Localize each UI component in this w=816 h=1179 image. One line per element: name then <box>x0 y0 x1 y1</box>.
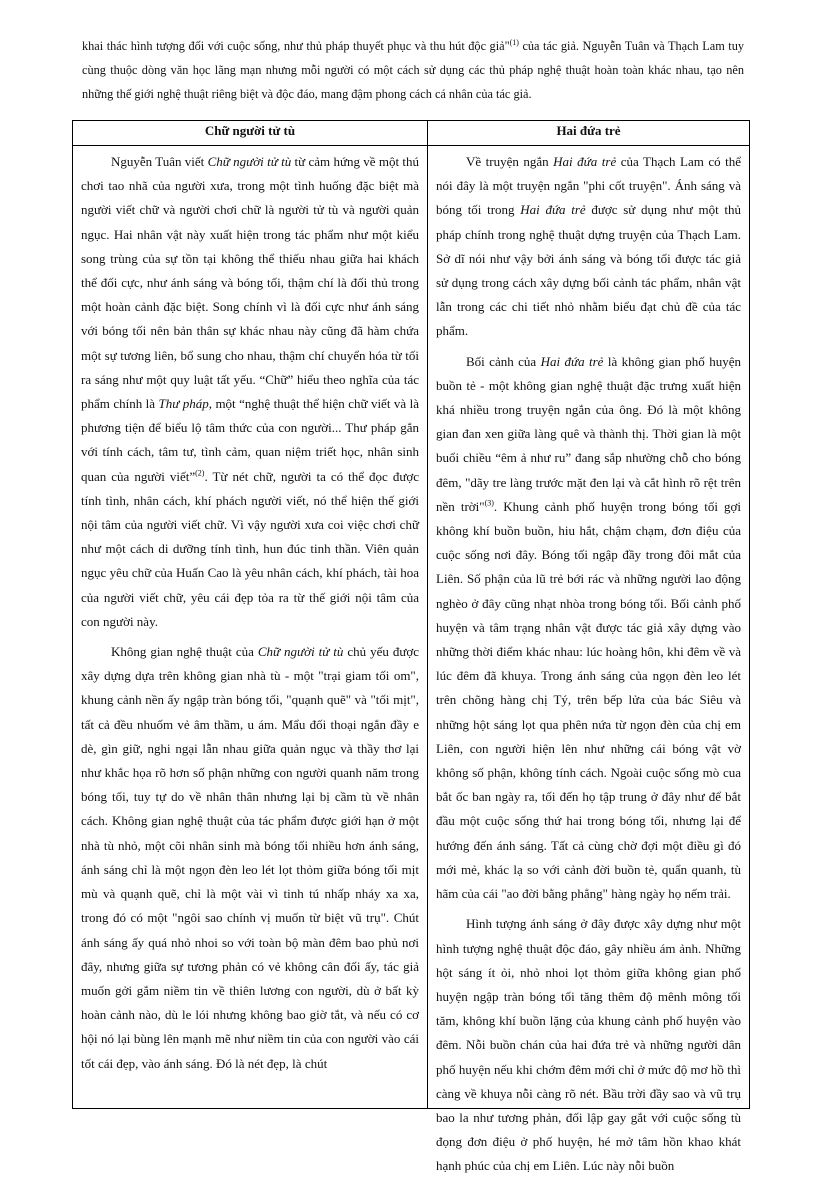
text: , một “nghệ thuật thể hiện chữ viết và là phương tiện để biểu lộ tâm thức của con người... Thư pháp gắn với tính cách, tâm tư, tình cảm, quan niệm triết học, nhân sinh quan của người viết” <box>81 396 419 484</box>
comparison-table <box>72 120 750 1174</box>
paragraph <box>436 350 741 907</box>
cell-content <box>436 150 742 1174</box>
text: chủ yếu được xây dựng dựa trên không gian nhà tù - một "trại giam tối om", khung cảnh nền ấy ngập tràn bóng tối, "quạnh quẽ" và "tối mịt", tất cả đều nhuốm vẻ âm thầm, u ám. Mẩu đối thoại ngắn đầy e dè, gìn giữ, nghi ngại lẫn nhau giữa quản ngục và thầy thơ lại như khắc họa rõ hơn số phận những con người quanh năm trong bóng tối, tuy tự do về nhân thân nhưng lại bị cầm tù về nhân cách. Không gian nghệ thuật của tác phẩm được giới hạn ở một nhà tù nhỏ, một cõi nhân sinh mà bóng tối nhiều hơn ánh sáng, ánh sáng chỉ là một ngọn đèn leo lét lọt thỏm giữa bóng tối mịt mù và quạnh quẽ, chỉ là một vài vì tinh tú nhấp nháy xa xa, trong đó có một "ngôi sao chính vị muốn từ biệt vũ trụ". Chút ánh sáng ấy quá nhỏ nhoi so với toàn bộ màn đêm bao phủ nơi đây, nhưng giữa sự tương phản có vẻ không cân đối ấy, tác giả muốn gởi gắm niềm tin về thiên lương con người, dù ở bất kỳ hoàn cảnh nào, dù le lói nhưng không bao giờ tắt, và nếu có cơ hội nó lại bùng lên mạnh mẽ như niềm tin của con người vào cái tốt cái đẹp, vào ánh sáng. Đó là nét đẹp, là chút <box>81 644 420 1071</box>
work-title: Chữ người tử tù <box>207 154 292 169</box>
cell-content <box>81 150 419 1104</box>
paragraph <box>81 640 419 1076</box>
text: của Thạch Lam có thể nói đây là một truyện ngắn "phi cốt truyện". Ánh sáng và bóng tối trong <box>436 154 742 218</box>
text: từ cảm hứng về một thú chơi tao nhã của người xưa, trong một tình huống đặc biệt mà người viết chữ và người chơi chữ là người tử tù và người quản ngục. Hai nhân vật này xuất hiện trong tác phẩm như một kiểu song trùng của sự tồn tại không thể thiếu nhau giữa hai khách thể đối cực, như ánh sáng và bóng tối, thậm chí là đối thủ trong một hoàn cảnh đặc biệt. Song chính vì là đối cực như ánh sáng với bóng tối nên bản thân sự khác nhau này cũng đã hàm chứa một sự tương liên, bổ sung cho nhau, thậm chí chuyển hóa từ tối ra sáng như một quy luật tất yếu. “Chữ” hiểu theo nghĩa của tác phẩm chính là <box>81 154 420 412</box>
work-title: Chữ người tử tù <box>257 644 344 660</box>
paragraph: Hình tượng ánh sáng ở đây được xây dựng như một hình tượng nghệ thuật độc đáo, gây nhiều ám ảnh. Những hột sáng ít ỏi, nhỏ nhoi lọt thỏm giữa không gian phố huyện ngập tràn bóng tối tăng thêm độ mênh mông tối tăm, không khí buồn lặng của khung cảnh phố huyện vào đêm. Nỗi buồn chán của hai đứa trẻ và những người dân phố huyện nếu khi chớm đêm mới chỉ ở mức độ mơ hồ thì càng về khuya nỗi càng rõ nét. Bầu trời đầy sao và vũ trụ bao la như tương phản, đối lập gay gắt với cuộc sống tù đọng đơn điệu ở phố huyện, hé mở tâm hồn khao khát hạnh phúc của chị em Liên. Lúc này nỗi buồn <box>436 916 741 1174</box>
text: . Khung cảnh phố huyện trong bóng tối gợi không khí buồn buồn, hiu hắt, chậm chạm, đơn điệu của cuộc sống nơi đây. Bóng tối ngập đầy trong đôi mắt của Liên. Số phận của lũ trẻ bới rác và những người lao động nghèo ở đây cũng nhạt nhòa trong bóng tối. Bối cảnh phố huyện và tâm trạng nhân vật được tác giả xây dựng vào những thời điểm khác nhau: lúc hoàng hôn, khi đêm về và lúc đêm đã khuya. Trong ánh sáng của ngọn đèn leo lét trên chõng hàng chị Tý, trên bếp lửa của bác Siêu và những hột sáng lọt qua phên nứa từ ngọn đèn của chị em Liên, con người hiện lên như những cái bóng vật vờ không số phận, không tính cách. Ngoài cuộc sống mò cua bắt ốc ban ngày ra, tối đến họ tập trung ở đây như để bắt đầu một cuộc sống thứ hai trong bóng tối, nhưng lại để hướng đến ánh sáng. Tất cả cùng chờ đợi một điều gì đó mới mẻ, khác lạ so với cảnh đời buồn tẻ, quẩn quanh, tù hãm của cái "ao đời bằng phẳng" hàng ngày họ nếm trải. <box>436 498 741 902</box>
text: Bối cảnh của <box>466 353 541 369</box>
cell-hai-dua-tre <box>428 146 750 1174</box>
footnote-ref: (1) <box>509 37 519 47</box>
work-title: Hai đứa trẻ <box>520 202 586 218</box>
text: là không gian phố huyện buồn tẻ - một không gian nghệ thuật đặc trưng xuất hiện khá nhiều trong truyện ngắn của ông. Đó là một không gian đan xen giữa làng quê và thành thị. Thời gian là một buổi chiều “êm ả như ru” đang sắp nhường chỗ cho bóng đêm, "dãy tre làng trước mặt đen lại và cắt hình rõ rệt trên nền trời" <box>436 353 741 514</box>
intro-paragraph <box>82 34 744 106</box>
text: Nguyễn Tuân viết <box>111 154 208 169</box>
table-header-row <box>73 121 750 146</box>
paragraph <box>81 150 419 634</box>
text: được sử dụng như một thủ pháp chính trong nghệ thuật dựng truyện của Thạch Lam. Sở dĩ nói như vậy bởi ánh sáng và bóng tối được tác giả sử dụng trong cách xây dựng bối cảnh tác phẩm, nhân vật lẫn trong các chi tiết nhỏ nhằm biểu đạt chủ đề của tác phẩm. <box>436 202 741 339</box>
text: Về truyện ngắn <box>466 154 554 169</box>
footnote-ref: (2) <box>195 468 205 478</box>
intro-text: khai thác hình tượng đối với cuộc sống, như thủ pháp thuyết phục và thu hút độc giả" <box>82 39 510 53</box>
text: . Từ nét chữ, người ta có thể đọc được tính tình, nhân cách, khí phách người viết, nó thể hiện thế giới nội tâm của người viết chữ. Vì vậy người xưa coi việc chơi chữ như một cách di dưỡng tính tình, hun đúc tinh thần. Viên quản ngục yêu chữ của Huấn Cao là yêu nhân cách, khí phách, tài hoa của người viết chữ, yêu cái đẹp tỏa ra từ thế giới nội tâm của con người này. <box>81 468 420 629</box>
footnote-ref: (3) <box>484 498 494 508</box>
table-row <box>73 146 750 1109</box>
cell-chu-nguoi-tu-tu <box>73 146 428 1109</box>
work-title: Hai đứa trẻ <box>540 353 604 369</box>
column-header-chu-nguoi-tu-tu: Chữ người tử tù <box>73 121 428 146</box>
column-header-hai-dua-tre: Hai đứa trẻ <box>428 121 750 146</box>
paragraph <box>436 150 741 344</box>
work-title: Hai đứa trẻ <box>553 154 617 169</box>
term: Thư pháp <box>158 396 209 412</box>
text: Không gian nghệ thuật của <box>111 644 258 660</box>
intro-text-cont: của tác giả. Nguyễn Tuân và Thạch Lam tuy cùng thuộc dòng văn học lãng mạn nhưng mỗi người có một cách sử dụng các thủ pháp nghệ thuật hoàn toàn khác nhau, tạo nên những thế giới nghệ thuật riêng biệt và độc đáo, mang đậm phong cách cá nhân của tác giả. <box>82 39 744 101</box>
